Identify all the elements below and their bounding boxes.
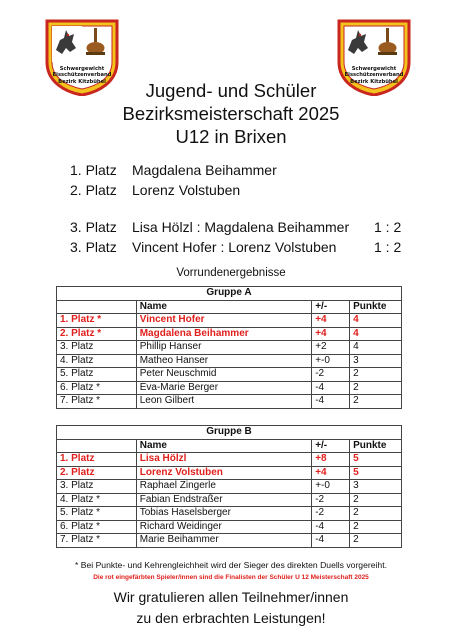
logo-line-1: Schwergewicht	[351, 66, 397, 72]
result-place: 1. Platz	[70, 162, 117, 178]
logo-line-3: Bezirk Kitzbühel	[350, 78, 398, 85]
cell-points: 2	[350, 534, 402, 548]
cell-diff: +-0	[312, 354, 350, 368]
cell-place: 7. Platz *	[57, 534, 137, 548]
cell-diff: +4	[312, 466, 350, 480]
finalists-note: Die rot eingefärbten Spieler/innen sind die Finalisten der Schüler U 12 Meisterschaft 2025	[93, 574, 369, 581]
cell-name: Magdalena Beihammer	[136, 327, 311, 341]
cell-name: Eva-Marie Berger	[136, 381, 311, 395]
cell-place: 5. Platz *	[57, 507, 137, 521]
cell-name: Peter Neuschmid	[136, 368, 311, 382]
header-diff: +/-	[312, 439, 350, 453]
table-row	[57, 466, 402, 480]
cell-diff: +2	[312, 341, 350, 355]
table-row	[57, 354, 402, 368]
cell-place: 2. Platz *	[57, 327, 137, 341]
cell-place: 2. Platz	[57, 466, 137, 480]
table-row	[57, 534, 402, 548]
result-place: 2. Platz	[70, 182, 117, 198]
congrats-line-2: zu den erbrachten Leistungen!	[136, 610, 326, 626]
cell-points: 5	[350, 453, 402, 467]
cell-place: 6. Platz *	[57, 381, 137, 395]
cell-name: Marie Beihammer	[136, 534, 311, 548]
cell-diff: -2	[312, 507, 350, 521]
cell-points: 2	[350, 507, 402, 521]
cell-name: Tobias Haselsberger	[136, 507, 311, 521]
cell-place: 1. Platz	[57, 453, 137, 467]
result-name: Lorenz Volstuben	[132, 182, 241, 198]
cell-points: 4	[350, 341, 402, 355]
cell-name: Fabian Endstraßer	[136, 493, 311, 507]
logo-line-1: Schwergewicht	[59, 66, 105, 72]
cell-diff: +8	[312, 453, 350, 467]
result-score: 1 : 2	[374, 239, 402, 255]
cell-place: 5. Platz	[57, 368, 137, 382]
cell-diff: +4	[312, 327, 350, 341]
group-a-table	[56, 286, 402, 409]
result-name: Vincent Hofer : Lorenz Volstuben	[132, 239, 337, 255]
table-header-row	[57, 439, 402, 453]
cell-name: Leon Gilbert	[136, 395, 311, 409]
table-row	[57, 341, 402, 355]
cell-place: 4. Platz *	[57, 493, 137, 507]
cell-name: Matheo Hanser	[136, 354, 311, 368]
table-row	[57, 327, 402, 341]
logo-line-2: Eisschützenverband	[52, 72, 112, 79]
cell-points: 5	[350, 466, 402, 480]
group-title: Gruppe A	[57, 287, 402, 301]
table-row	[57, 493, 402, 507]
cell-place: 6. Platz *	[57, 520, 137, 534]
result-place: 3. Platz	[70, 219, 117, 235]
table-row	[57, 395, 402, 409]
title-line-3: U12 in Brixen	[175, 126, 287, 147]
preliminary-heading: Vorrundenergebnisse	[176, 267, 286, 279]
cell-points: 2	[350, 395, 402, 409]
cell-place: 3. Platz	[57, 480, 137, 494]
group-title-row	[57, 287, 402, 301]
cell-points: 2	[350, 520, 402, 534]
cell-diff: -2	[312, 368, 350, 382]
congrats-line-1: Wir gratulieren allen Teilnehmer/innen	[113, 589, 349, 605]
cell-points: 2	[350, 493, 402, 507]
header-name: Name	[136, 439, 311, 453]
cell-place: 4. Platz	[57, 354, 137, 368]
header-diff: +/-	[312, 300, 350, 314]
header-place	[57, 300, 137, 314]
cell-points: 4	[350, 314, 402, 328]
title-line-2: Bezirksmeisterschaft 2025	[122, 103, 340, 124]
cell-diff: +-0	[312, 480, 350, 494]
title-line-1: Jugend- und Schüler	[145, 80, 317, 101]
header-points: Punkte	[350, 439, 402, 453]
table-row	[57, 520, 402, 534]
cell-diff: -4	[312, 381, 350, 395]
cell-name: Phillip Hanser	[136, 341, 311, 355]
cell-name: Lisa Hölzl	[136, 453, 311, 467]
cell-name: Raphael Zingerle	[136, 480, 311, 494]
table-row	[57, 480, 402, 494]
result-name: Magdalena Beihammer	[132, 162, 277, 178]
table-row	[57, 507, 402, 521]
cell-name: Lorenz Volstuben	[136, 466, 311, 480]
logo-line-2: Eisschützenverband	[344, 72, 404, 79]
table-row	[57, 368, 402, 382]
cell-points: 3	[350, 480, 402, 494]
cell-name: Vincent Hofer	[136, 314, 311, 328]
cell-points: 2	[350, 368, 402, 382]
cell-points: 3	[350, 354, 402, 368]
cell-diff: -4	[312, 520, 350, 534]
tiebreak-note: * Bei Punkte- und Kehrengleichheit wird der Sieger des direkten Duells vorgereiht.	[75, 560, 387, 570]
header-name: Name	[136, 300, 311, 314]
header-points: Punkte	[350, 300, 402, 314]
table-row	[57, 381, 402, 395]
table-row	[57, 314, 402, 328]
cell-place: 1. Platz *	[57, 314, 137, 328]
cell-diff: +4	[312, 314, 350, 328]
cell-diff: -4	[312, 534, 350, 548]
cell-diff: -2	[312, 493, 350, 507]
result-score: 1 : 2	[374, 219, 402, 235]
group-title-row	[57, 426, 402, 440]
group-title: Gruppe B	[57, 426, 402, 440]
logo-line-3: Bezirk Kitzbühel	[58, 78, 106, 85]
cell-points: 4	[350, 327, 402, 341]
result-place: 3. Platz	[70, 239, 117, 255]
table-header-row	[57, 300, 402, 314]
table-row	[57, 453, 402, 467]
header-place	[57, 439, 137, 453]
group-b-table	[56, 425, 402, 548]
cell-name: Richard Weidinger	[136, 520, 311, 534]
result-name: Lisa Hölzl : Magdalena Beihammer	[132, 219, 350, 235]
cell-diff: -4	[312, 395, 350, 409]
cell-points: 2	[350, 381, 402, 395]
cell-place: 7. Platz *	[57, 395, 137, 409]
cell-place: 3. Platz	[57, 341, 137, 355]
